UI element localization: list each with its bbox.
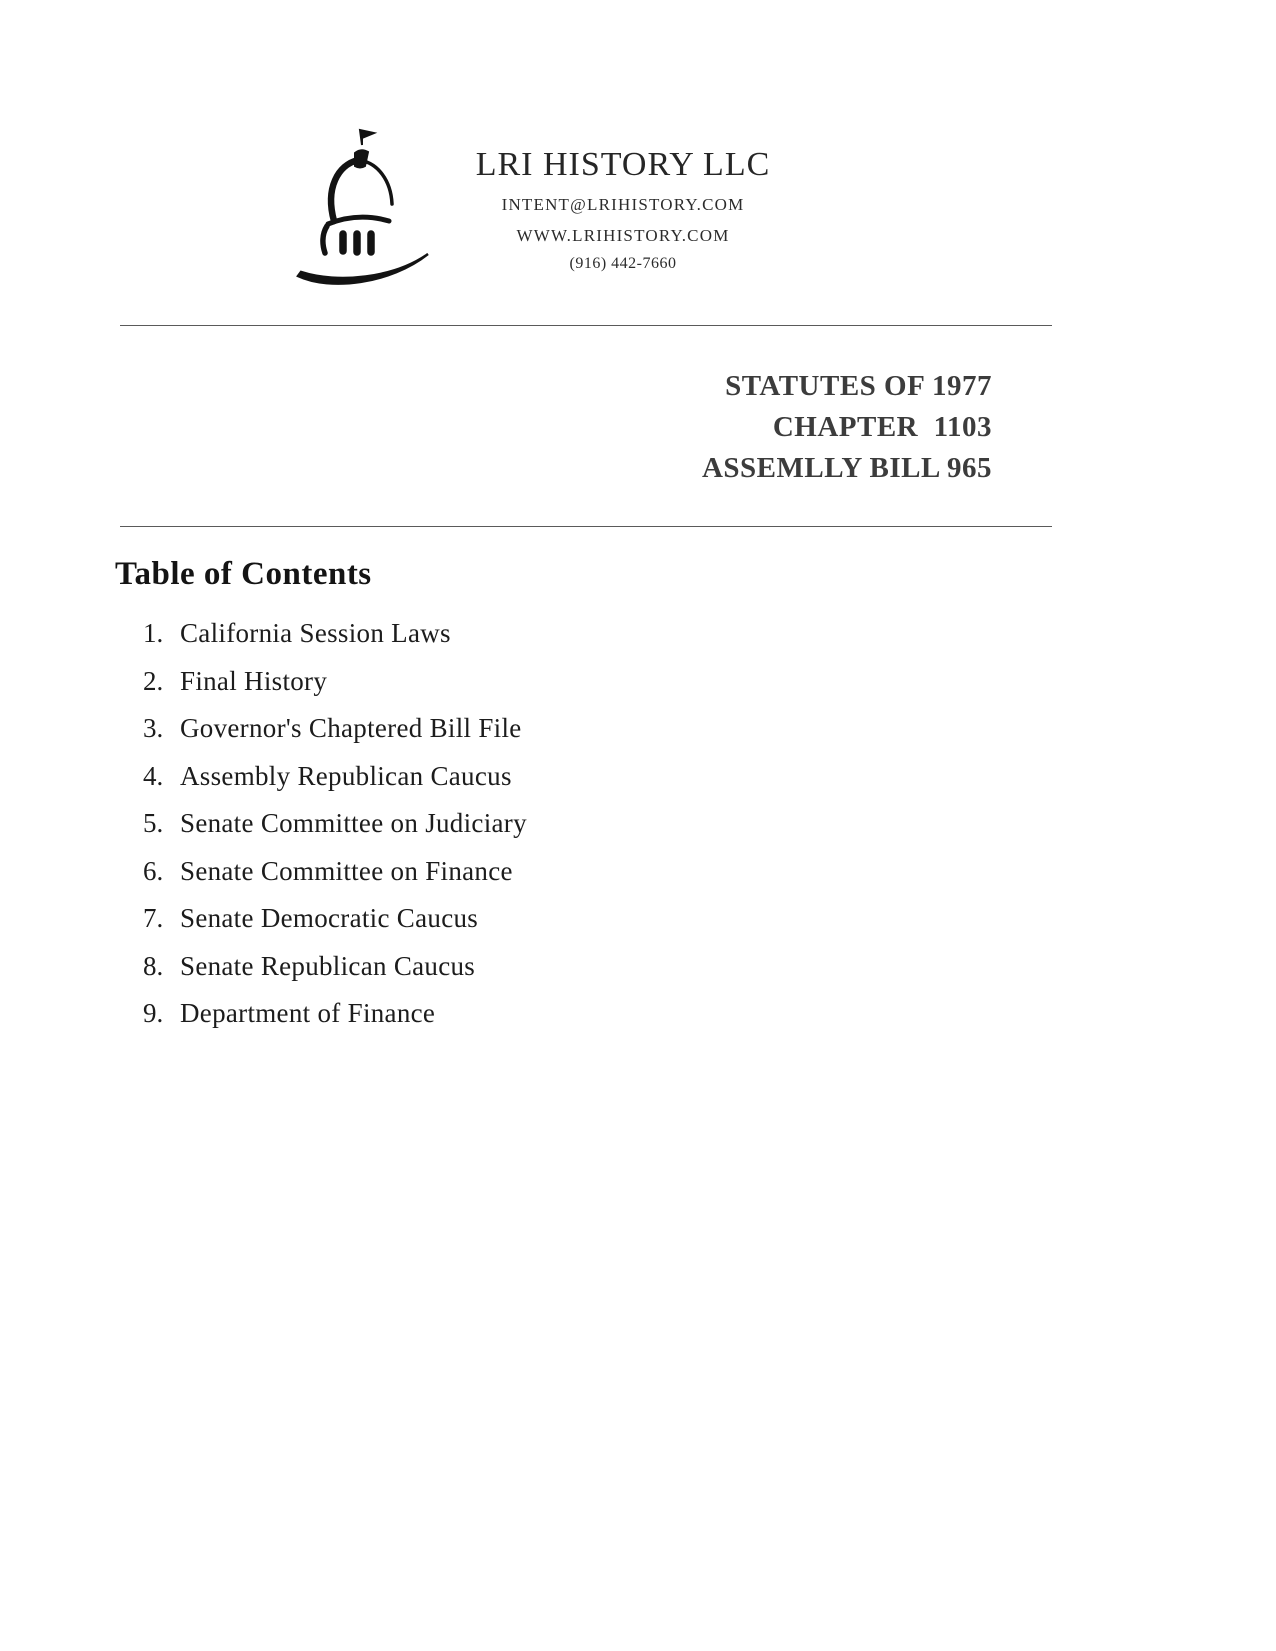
toc-item-label: California Session Laws <box>180 618 451 648</box>
toc-item-number: 2. <box>143 665 164 696</box>
company-website: WWW.LRIHISTORY.COM <box>516 226 730 245</box>
toc-heading: Table of Contents <box>115 556 372 592</box>
toc-item-label: Senate Democratic Caucus <box>180 903 479 933</box>
toc-item <box>143 856 527 904</box>
toc-item-number: 4. <box>143 760 164 791</box>
company-phone: (916) 442-7660 <box>569 255 677 272</box>
toc-item-label: Final History <box>180 665 328 696</box>
toc-item-number: 5. <box>143 808 164 838</box>
statutes-year-line: STATUTES OF 1977 <box>725 370 992 402</box>
company-email: INTENT@LRIHISTORY.COM <box>501 195 745 214</box>
divider-top <box>120 325 1052 326</box>
toc-item-number: 7. <box>143 903 164 933</box>
divider-bottom <box>120 526 1052 527</box>
toc-item-label: Senate Committee on Judiciary <box>180 808 527 838</box>
toc-list <box>143 618 527 1046</box>
statute-title-block <box>702 366 992 489</box>
assembly-bill-line: ASSEMLLY BILL 965 <box>701 452 992 484</box>
toc-item-number: 6. <box>143 855 164 886</box>
toc-item-label: Governor's Chaptered Bill File <box>180 713 522 743</box>
toc-item <box>143 713 527 761</box>
toc-item <box>143 808 527 856</box>
capitol-dome-icon <box>292 124 442 292</box>
toc-item-label: Senate Committee on Finance <box>180 855 513 886</box>
toc-item-number: 8. <box>143 950 164 981</box>
toc-item-label: Assembly Republican Caucus <box>180 760 512 791</box>
toc-item <box>143 761 527 809</box>
toc-item <box>143 666 527 714</box>
letterhead <box>448 146 798 273</box>
toc-item-label: Senate Republican Caucus <box>180 950 476 981</box>
toc-item <box>143 951 527 999</box>
toc-item <box>143 998 527 1046</box>
company-name: LRI HISTORY LLC <box>475 146 771 183</box>
toc-item <box>143 903 527 951</box>
toc-item <box>143 618 527 666</box>
toc-item-number: 1. <box>143 618 164 648</box>
toc-item-number: 3. <box>143 713 164 743</box>
toc-item-label: Department of Finance <box>180 998 436 1028</box>
toc-item-number: 9. <box>143 998 164 1028</box>
chapter-line: CHAPTER 1103 <box>772 411 992 443</box>
